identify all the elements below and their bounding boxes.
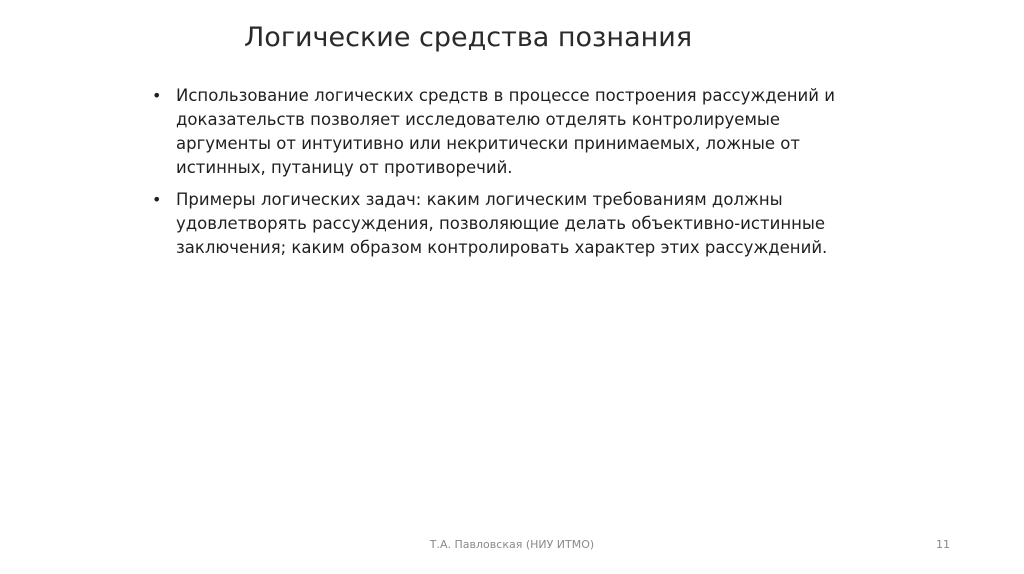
bullet-item bbox=[152, 84, 872, 180]
bullet-text: Использование логических средств в процессе построения рассуждений и доказательств позволяет исследователю отделять контролируемые аргументы от интуитивно или некритически принимаемых, ложные от истинных, путаницу от противоречий. bbox=[176, 86, 835, 177]
slide-title: Логические средства познания bbox=[244, 22, 693, 53]
bullet-dot-icon: • bbox=[152, 190, 162, 209]
bullet-dot-icon: • bbox=[152, 86, 162, 105]
bullet-text: Примеры логических задач: каким логическим требованиям должны удовлетворять рассуждения, позволяющие делать объективно-истинные заключения; каким образом контролировать характер этих рассуждений. bbox=[176, 190, 828, 257]
slide-footer: Т.А. Павловская (НИУ ИТМО) bbox=[429, 538, 595, 551]
bullet-item bbox=[152, 188, 872, 260]
page-number: 11 bbox=[936, 538, 950, 551]
bullet-list bbox=[152, 84, 872, 268]
